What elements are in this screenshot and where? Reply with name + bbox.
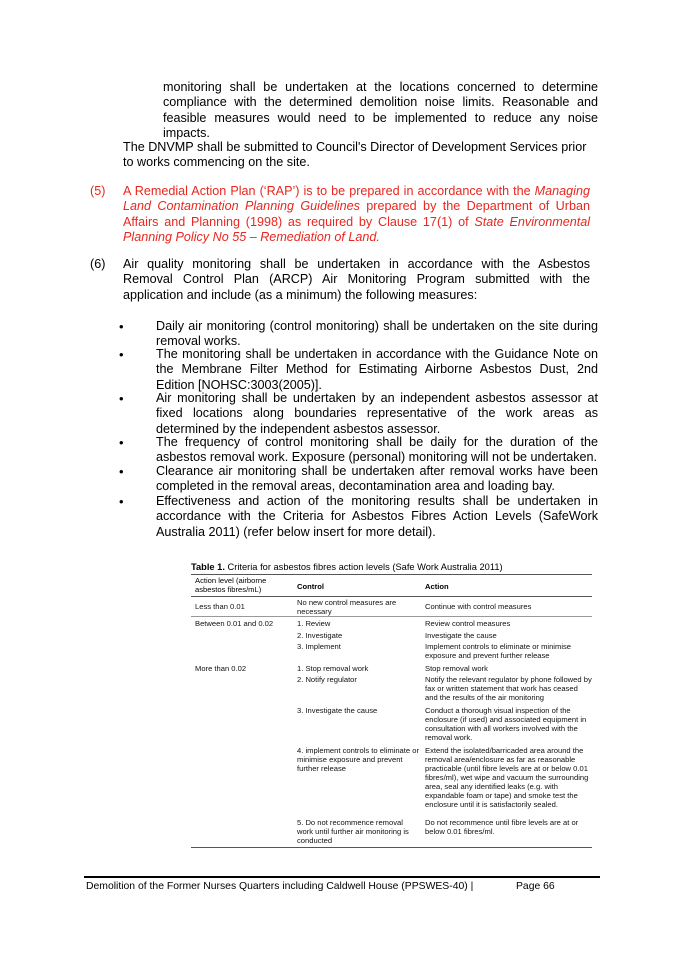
bullet-symbol: •: [119, 494, 124, 509]
table-cell: 3. Investigate the cause: [297, 706, 378, 715]
table-cell: Notify the relevant regulator by phone followed by fax or written statement that work has ceased and the results of the air monitoring: [425, 675, 592, 702]
item-6-number: (6): [90, 257, 106, 271]
bullet-symbol: •: [119, 435, 124, 450]
page-number: Page 66: [516, 881, 555, 892]
table-cell: Extend the isolated/barricaded area around the removal area/enclosure as far as reasonable practicable (until fibre levels are at or below 0.01 fibres/ml), wet wipe and vacuum the surrounding area, seal any identified leaks (e.g. with expandable foam or tape) and smoke test the enclosure until it is satisfactorily sealed.: [425, 746, 589, 809]
bullet-symbol: •: [119, 464, 124, 479]
table-cell: Conduct a thorough visual inspection of the enclosure (if used) and associated equipment in consultation with all workers involved with the removal work.: [425, 706, 587, 742]
footer-rule: [84, 876, 600, 878]
table-cell: No new control measures are necessary: [297, 598, 397, 616]
table-cell: 1. Stop removal work: [297, 664, 369, 673]
table-cell: 3. Implement: [297, 642, 341, 651]
table-cell: 5. Do not recommence removal work until further air monitoring is conducted: [297, 818, 409, 845]
continuation-paragraph: monitoring shall be undertaken at the locations concerned to determine compliance with the determined demolition noise limits. Reasonable and feasible measures would need to be implemented to reduce any noise impacts.: [163, 80, 598, 141]
table-header-level: Action level (airborne asbestos fibres/mL): [195, 576, 267, 594]
table-cell: Less than 0.01: [195, 602, 245, 611]
table-cell: 2. Notify regulator: [297, 675, 357, 684]
item-5-number: (5): [90, 184, 106, 198]
dnvmp-paragraph: The DNVMP shall be submitted to Council's Director of Development Services prior to works commencing on the site.: [123, 140, 587, 170]
table-header-action: Action: [425, 582, 449, 591]
list-item: Air monitoring shall be undertaken by an independent asbestos assessor at fixed locations along boundaries representative of the work areas as determined by the independent asbestos assessor.: [156, 391, 598, 436]
table-cell: Investigate the cause: [425, 631, 497, 640]
list-item: Daily air monitoring (control monitoring) shall be undertaken on the site during removal works.: [156, 319, 598, 349]
table-cell: Continue with control measures: [425, 602, 532, 611]
table-cell: More than 0.02: [195, 664, 247, 673]
table-cell: Do not recommence until fibre levels are at or below 0.01 fibres/ml.: [425, 818, 579, 836]
bullet-symbol: •: [119, 319, 124, 334]
table-cell: Stop removal work: [425, 664, 488, 673]
table-cell: Implement controls to eliminate or minimise exposure and prevent further release: [425, 642, 572, 660]
table-cell: 4. implement controls to eliminate or minimise exposure and prevent further release: [297, 746, 419, 773]
footer-title: Demolition of the Former Nurses Quarters including Caldwell House (PPSWES-40) |: [86, 881, 474, 892]
list-item: The frequency of control monitoring shall be daily for the duration of the asbestos removal work. Exposure (personal) monitoring will not be undertaken.: [156, 435, 598, 465]
table-title: Table 1. Criteria for asbestos fibres action levels (Safe Work Australia 2011): [191, 562, 503, 572]
list-item: Effectiveness and action of the monitoring results shall be undertaken in accordance with the Criteria for Asbestos Fibres Action Levels (SafeWork Australia 2011) (refer below insert for more detail).: [156, 494, 598, 539]
table-bottom-rule: [191, 847, 592, 848]
table-cell: Between 0.01 and 0.02: [195, 619, 274, 628]
table-header-control: Control: [297, 582, 324, 591]
table-row-rule: [191, 616, 592, 617]
table-header-rule: [191, 596, 592, 597]
table-top-rule: [191, 574, 592, 575]
table-cell: 1. Review: [297, 619, 331, 628]
item-6-text: Air quality monitoring shall be undertaken in accordance with the Asbestos Removal Control Plan (ARCP) Air Monitoring Program submitted with the application and include (as a minimum) the following measures:: [123, 257, 590, 302]
table-cell: 2. Investigate: [297, 631, 343, 640]
table-cell: Review control measures: [425, 619, 511, 628]
item-5-text: A Remedial Action Plan (‘RAP’) is to be prepared in accordance with the Managing Land Contamination Planning Guidelines prepared by the Department of Urban Affairs and Planning (1998) as required by Clause 17(1) of State Environmental Planning Policy No 55 – Remediation of Land.: [123, 184, 591, 245]
bullet-symbol: •: [119, 347, 124, 362]
bullet-symbol: •: [119, 391, 124, 406]
list-item: Clearance air monitoring shall be undertaken after removal works have been completed in the removal areas, decontamination area and loading bay.: [156, 464, 598, 494]
list-item: The monitoring shall be undertaken in accordance with the Guidance Note on the Membrane Filter Method for Estimating Airborne Asbestos Dust, 2nd Edition [NOHSC:3003(2005)].: [156, 347, 598, 392]
